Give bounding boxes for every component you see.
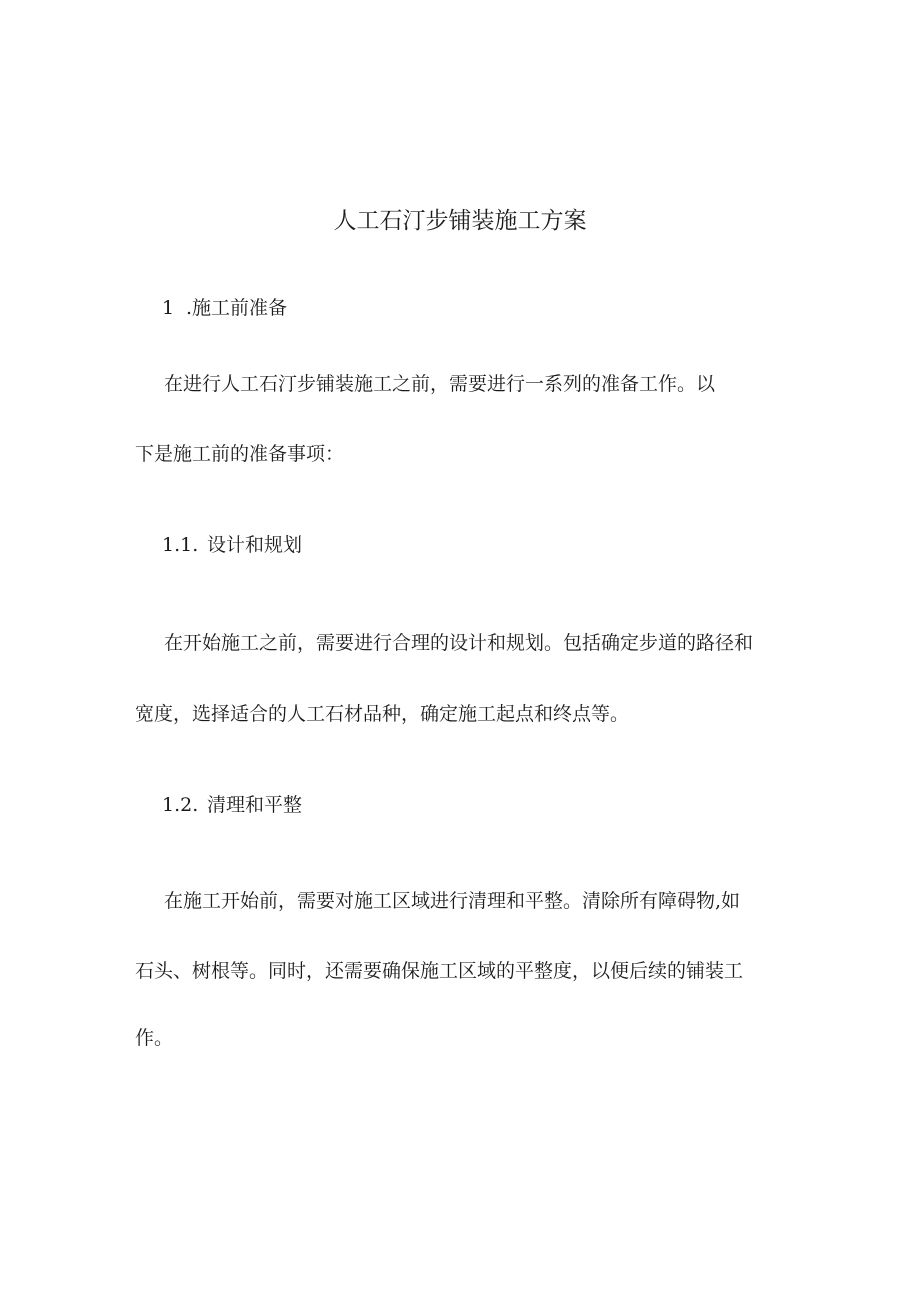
section-1-1-title: 设计和规划 [207,534,303,556]
section-1-2-title: 清理和平整 [207,794,303,816]
section-1-heading [162,294,287,322]
section-1-1-line-1: 在开始施工之前，需要进行合理的设计和规划。包括确定步道的路径和 [164,632,754,654]
section-1-1-line-2: 宽度，选择适合的人工石材品种，确定施工起点和终点等。 [135,703,630,725]
section-1-2-line-2: 石头、树根等。同时，还需要确保施工区域的平整度，以便后续的铺装工 [135,960,744,982]
section-1-number: 1 [162,297,175,319]
section-1-title: .施工前准备 [186,297,288,319]
section-1-intro-line-1: 在进行人工石汀步铺装施工之前，需要进行一系列的准备工作。以 [164,373,716,395]
section-1-1-heading [162,531,302,559]
section-1-2-line-3: 作。 [135,1027,174,1049]
document-title: 人工石汀步铺装施工方案 [333,208,587,234]
section-1-2-number: 1.2. [162,794,199,816]
section-1-1-number: 1.1. [162,534,199,556]
section-1-intro-line-2: 下是施工前的准备事项： [135,443,345,465]
section-1-2-line-1: 在施工开始前，需要对施工区域进行清理和平整。清除所有障碍物,如 [164,890,741,912]
section-1-2-heading [162,791,302,819]
